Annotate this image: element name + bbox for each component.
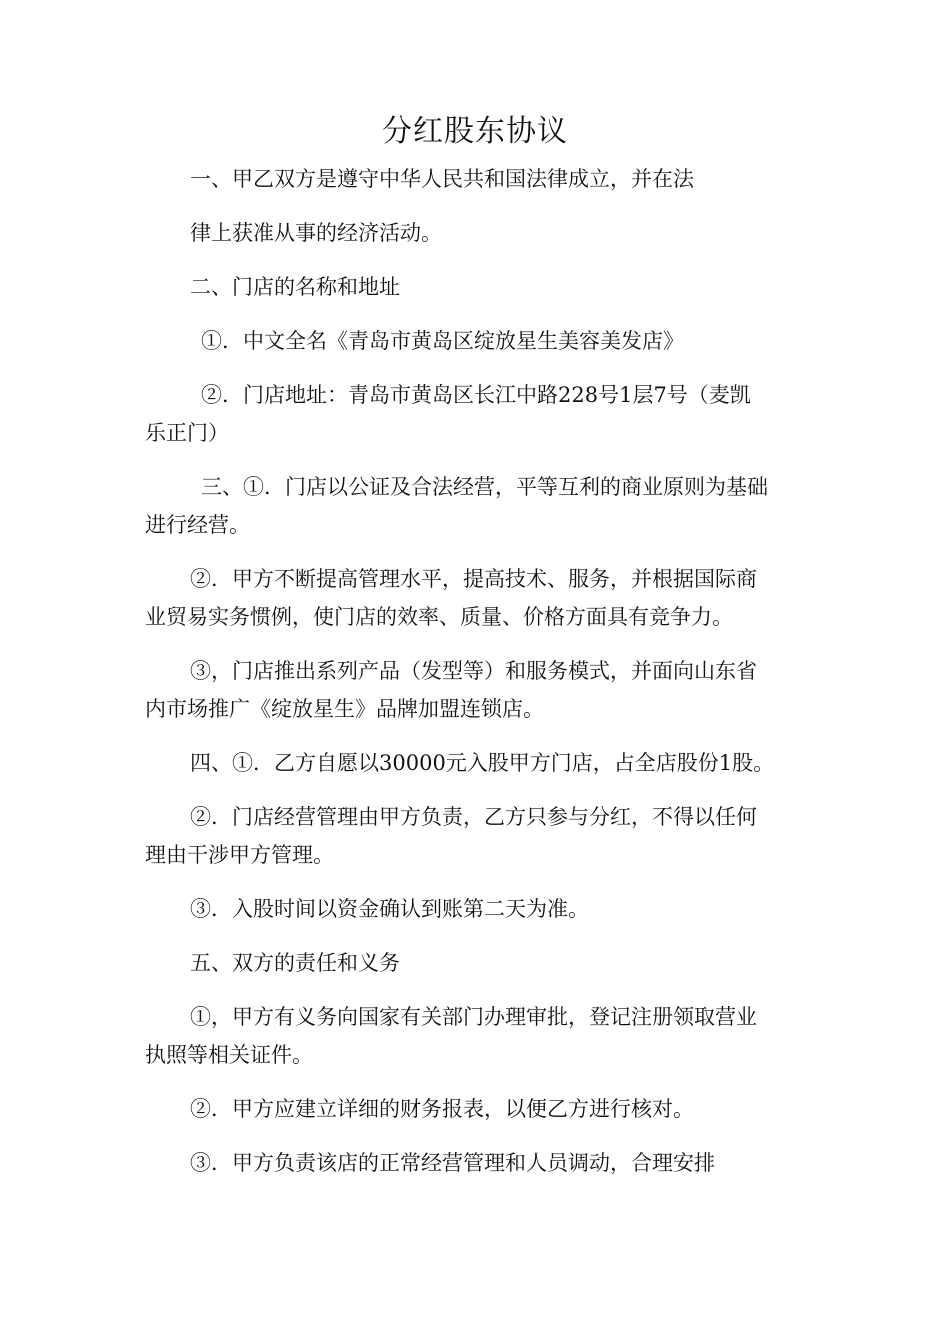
section-heading-2: 二、门店的名称和地址 (190, 275, 400, 299)
paragraph-line-5: ②．门店地址：青岛市黄岛区长江中路228号1层7号（麦凯 (201, 383, 751, 407)
document-title: 分红股东协议 (382, 114, 568, 149)
paragraph-line-12: 内市场推广《绽放星生》品牌加盟连锁店。 (145, 697, 544, 721)
paragraph-line-7: 三、①．门店以公证及合法经营，平等互利的商业原则为基础 (201, 475, 768, 499)
paragraph-line-11: ③，门店推出系列产品（发型等）和服务模式，并面向山东省 (190, 659, 757, 683)
paragraph-line-16: ③．入股时间以资金确认到账第二天为准。 (190, 897, 589, 921)
paragraph-line-9: ②．甲方不断提高管理水平，提高技术、服务，并根据国际商 (190, 567, 757, 591)
paragraph-line-14: ②．门店经营管理由甲方负责，乙方只参与分红，不得以任何 (190, 805, 757, 829)
paragraph-line-10: 业贸易实务惯例，使门店的效率、质量、价格方面具有竞争力。 (145, 605, 733, 629)
paragraph-line-8: 进行经营。 (145, 513, 250, 537)
section-heading-5: 五、双方的责任和义务 (190, 951, 400, 975)
paragraph-line-4: ①．中文全名《青岛市黄岛区绽放星生美容美发店》 (201, 329, 684, 353)
paragraph-line-1: 一、甲乙双方是遵守中华人民共和国法律成立，并在法 (190, 167, 694, 191)
paragraph-line-15: 理由干涉甲方管理。 (145, 843, 334, 867)
paragraph-line-18: ①，甲方有义务向国家有关部门办理审批，登记注册领取营业 (190, 1005, 757, 1029)
paragraph-line-6: 乐正门） (145, 421, 229, 445)
paragraph-line-19: 执照等相关证件。 (145, 1043, 313, 1067)
paragraph-line-20: ②．甲方应建立详细的财务报表，以便乙方进行核对。 (190, 1097, 694, 1121)
paragraph-line-2: 律上获准从事的经济活动。 (190, 221, 442, 245)
paragraph-line-13: 四、①．乙方自愿以30000元入股甲方门店，占全店股份1股。 (190, 751, 775, 775)
paragraph-line-21: ③．甲方负责该店的正常经营管理和人员调动，合理安排 (190, 1151, 715, 1175)
